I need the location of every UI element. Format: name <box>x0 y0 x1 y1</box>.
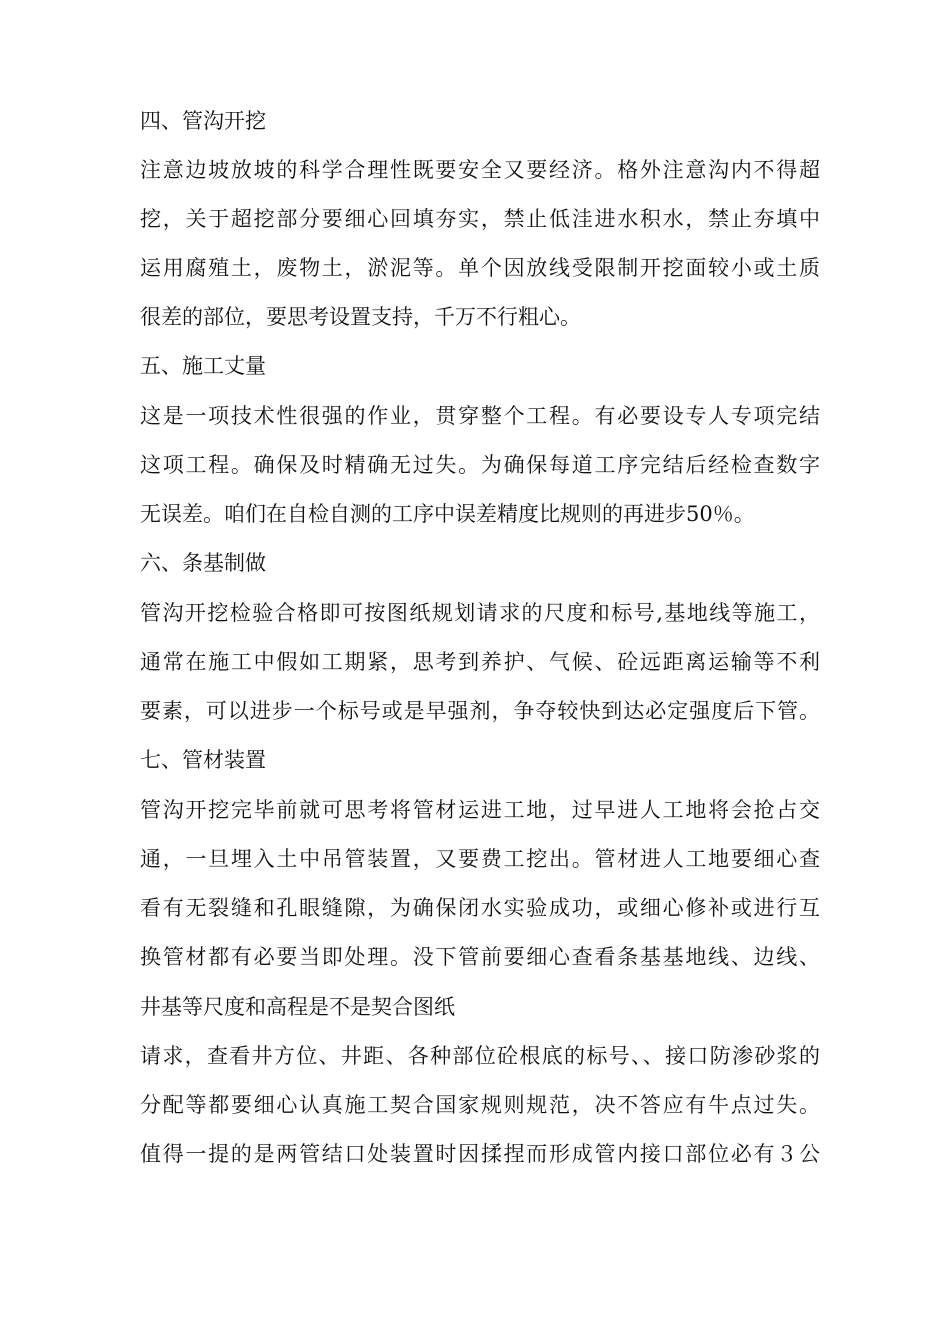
paragraph-line: 分配等都要细心认真施工契合国家规则规范，决不答应有牛点过失。 <box>140 1093 820 1117</box>
paragraph-line: 看有无裂缝和孔眼缝隙，为确保闭水实验成功，或细心修补或进行互 <box>140 896 820 920</box>
paragraph-line: 通常在施工中假如工期紧，思考到养护、气候、砼远距离运输等不利 <box>140 650 820 674</box>
paragraph-line: 换管材都有必要当即处理。没下管前要细心查看条基基地线、边线、 <box>140 945 820 969</box>
paragraph-line: 挖，关于超挖部分要细心回填夯实，禁止低洼进水积水，禁止夯填中 <box>140 207 820 231</box>
paragraph-line: 请求，查看井方位、井距、各种部位砼根底的标号、、接口防渗砂浆的 <box>140 1044 820 1068</box>
section-heading: 六、条基制做 <box>140 551 266 575</box>
paragraph-line: 管沟开挖完毕前就可思考将管材运进工地，过早进人工地将会抢占交 <box>140 798 820 822</box>
paragraph-line: 通，一旦埋入土中吊管装置，又要费工挖出。管材进人工地要细心查 <box>140 847 820 871</box>
paragraph-line: 要素，可以进步一个标号或是早强剂，争夺较快到达必定强度后下管。 <box>140 699 820 723</box>
paragraph-line: 运用腐殖土，废物土，淤泥等。单个因放线受限制开挖面较小或土质 <box>140 256 820 280</box>
paragraph-line: 值得一提的是两管结口处装置时因揉捏而形成管内接口部位必有３公 <box>140 1142 820 1166</box>
paragraph-line: 这项工程。确保及时精确无过失。为确保每道工序完结后经检查数字 <box>140 453 820 477</box>
section-heading: 七、管材装置 <box>140 748 266 772</box>
section-heading: 四、管沟开挖 <box>140 109 266 133</box>
paragraph-line: 无误差。咱们在自检自测的工序中误差精度比规则的再进步50％。 <box>140 502 755 526</box>
paragraph-line: 注意边坡放坡的科学合理性既要安全又要经济。格外注意沟内不得超 <box>140 158 820 182</box>
paragraph-line: 管沟开挖检验合格即可按图纸规划请求的尺度和标号,基地线等施工， <box>140 601 820 625</box>
section-heading: 五、施工丈量 <box>140 354 266 378</box>
paragraph-line: 很差的部位，要思考设置支持，千万不行粗心。 <box>140 305 581 329</box>
paragraph-line: 井基等尺度和高程是不是契合图纸 <box>140 995 455 1019</box>
paragraph-line: 这是一项技术性很强的作业，贯穿整个工程。有必要设专人专项完结 <box>140 404 820 428</box>
